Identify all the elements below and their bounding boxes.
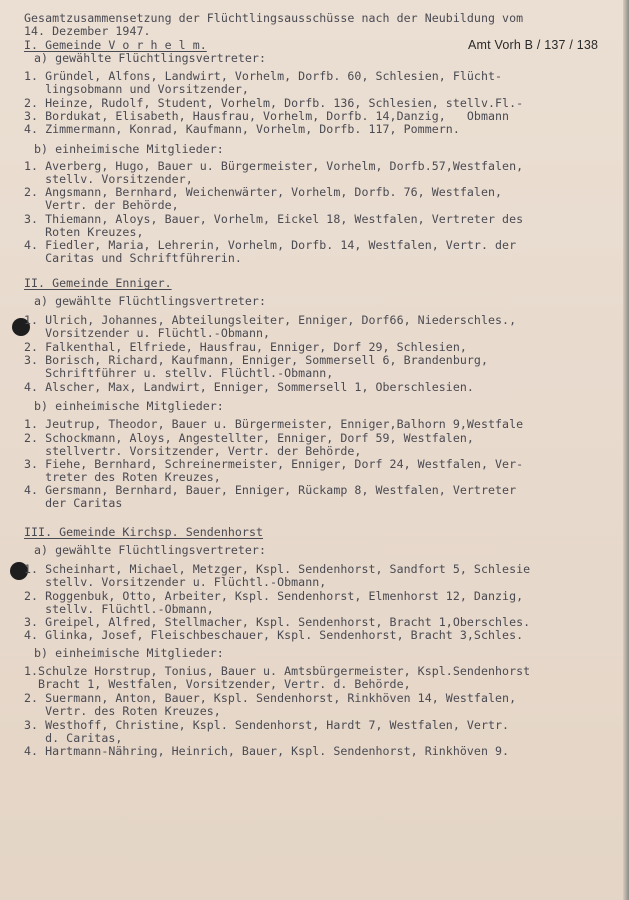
list-item: 2. Suermann, Anton, Bauer, Kspl. Sendenhorst, Rinkhöven 14, Westfalen, xyxy=(24,691,517,705)
list-item-cont: Vertr. der Behörde, xyxy=(24,198,179,212)
list-item: 2. Schockmann, Aloys, Angestellter, Enniger, Dorf 59, Westfalen, xyxy=(24,431,474,445)
list-item-cont: Bracht 1, Westfalen, Vorsitzender, Vertr. d. Behörde, xyxy=(24,677,411,691)
list-item: 3. Thiemann, Aloys, Bauer, Vorhelm, Eickel 18, Westfalen, Vertreter des xyxy=(24,212,524,226)
list-item: 1.Schulze Horstrup, Tonius, Bauer u. Amtsbürgermeister, Kspl.Sendenhorst xyxy=(24,664,531,678)
list-item-cont: d. Caritas, xyxy=(24,731,123,745)
list-item-cont: stellvertr. Vorsitzender, Vertr. der Behörde, xyxy=(24,444,362,458)
list-item-cont: Schriftführer u. stellv. Flüchtl.-Obmann, xyxy=(24,366,334,380)
list-item: 1. Scheinhart, Michael, Metzger, Kspl. Sendenhorst, Sandfort 5, Schlesie xyxy=(24,562,531,576)
list-item: 1. Jeutrup, Theodor, Bauer u. Bürgermeister, Enniger,Balhorn 9,Westfale xyxy=(24,417,524,431)
list-item-cont: Vorsitzender u. Flüchtl.-Obmann, xyxy=(24,326,271,340)
list-item: 4. Fiedler, Maria, Lehrerin, Vorhelm, Dorfb. 14, Westfalen, Vertr. der xyxy=(24,238,517,252)
title-line-2: 14. Dezember 1947. xyxy=(24,24,151,38)
subheading: b) einheimische Mitglieder: xyxy=(34,646,224,660)
list-item: 2. Falkenthal, Elfriede, Hausfrau, Enniger, Dorf 29, Schlesien, xyxy=(24,340,467,354)
section-heading: I. Gemeinde V o r h e l m. xyxy=(24,38,207,52)
list-item: 3. Borisch, Richard, Kaufmann, Enniger, Sommersell 6, Brandenburg, xyxy=(24,353,488,367)
subheading: a) gewählte Flüchtlingsvertreter: xyxy=(34,543,266,557)
list-item-cont: stellv. Vorsitzender u. Flüchtl.-Obmann, xyxy=(24,575,327,589)
list-item: 3. Westhoff, Christine, Kspl. Sendenhorst, Hardt 7, Westfalen, Vertr. xyxy=(24,718,510,732)
list-item: 4. Hartmann-Nähring, Heinrich, Bauer, Kspl. Sendenhorst, Rinkhöven 9. xyxy=(24,744,510,758)
section-heading: III. Gemeinde Kirchsp. Sendenhorst xyxy=(24,525,264,539)
list-item: 2. Roggenbuk, Otto, Arbeiter, Kspl. Sendenhorst, Elmenhorst 12, Danzig, xyxy=(24,589,524,603)
page-edge xyxy=(623,0,629,900)
list-item-cont: stellv. Vorsitzender, xyxy=(24,172,193,186)
list-item: 4. Zimmermann, Konrad, Kaufmann, Vorhelm, Dorfb. 117, Pommern. xyxy=(24,122,460,136)
list-item: 2. Angsmann, Bernhard, Weichenwärter, Vorhelm, Dorfb. 76, Westfalen, xyxy=(24,185,503,199)
list-item: 3. Bordukat, Elisabeth, Hausfrau, Vorhelm, Dorfb. 14,Danzig, Obmann xyxy=(24,109,510,123)
subheading: a) gewählte Flüchtlingsvertreter: xyxy=(34,51,266,65)
list-item-cont: Caritas und Schriftführerin. xyxy=(24,251,242,265)
list-item: 2. Heinze, Rudolf, Student, Vorhelm, Dorfb. 136, Schlesien, stellv.Fl.- xyxy=(24,96,524,110)
archive-reference: Amt Vorh B / 137 / 138 xyxy=(468,38,599,52)
subheading: b) einheimische Mitglieder: xyxy=(34,142,224,156)
section-heading: II. Gemeinde Enniger. xyxy=(24,276,172,290)
list-item-cont: Roten Kreuzes, xyxy=(24,225,144,239)
list-item-cont: lingsobmann und Vorsitzender, xyxy=(24,82,249,96)
subheading: a) gewählte Flüchtlingsvertreter: xyxy=(34,294,266,308)
list-item-cont: der Caritas xyxy=(24,496,123,510)
subheading: b) einheimische Mitglieder: xyxy=(34,399,224,413)
list-item: 4. Alscher, Max, Landwirt, Enniger, Sommersell 1, Oberschlesien. xyxy=(24,380,474,394)
list-item: 3. Fiehe, Bernhard, Schreinermeister, Enniger, Dorf 24, Westfalen, Ver- xyxy=(24,457,524,471)
list-item-cont: treter des Roten Kreuzes, xyxy=(24,470,221,484)
list-item: 1. Ulrich, Johannes, Abteilungsleiter, Enniger, Dorf66, Niederschles., xyxy=(24,313,517,327)
list-item-cont: stellv. Flüchtl.-Obmann, xyxy=(24,602,214,616)
list-item-cont: Vertr. des Roten Kreuzes, xyxy=(24,704,221,718)
title-line-1: Gesamtzusammensetzung der Flüchtlingsausschüsse nach der Neubildung vom xyxy=(24,11,524,25)
list-item: 4. Glinka, Josef, Fleischbeschauer, Kspl. Sendenhorst, Bracht 3,Schles. xyxy=(24,628,524,642)
list-item: 1. Gründel, Alfons, Landwirt, Vorhelm, Dorfb. 60, Schlesien, Flücht- xyxy=(24,69,503,83)
list-item: 4. Gersmann, Bernhard, Bauer, Enniger, Rückamp 8, Westfalen, Vertreter xyxy=(24,483,517,497)
list-item: 1. Averberg, Hugo, Bauer u. Bürgermeister, Vorhelm, Dorfb.57,Westfalen, xyxy=(24,159,524,173)
list-item: 3. Greipel, Alfred, Stellmacher, Kspl. Sendenhorst, Bracht 1,Oberschles. xyxy=(24,615,531,629)
